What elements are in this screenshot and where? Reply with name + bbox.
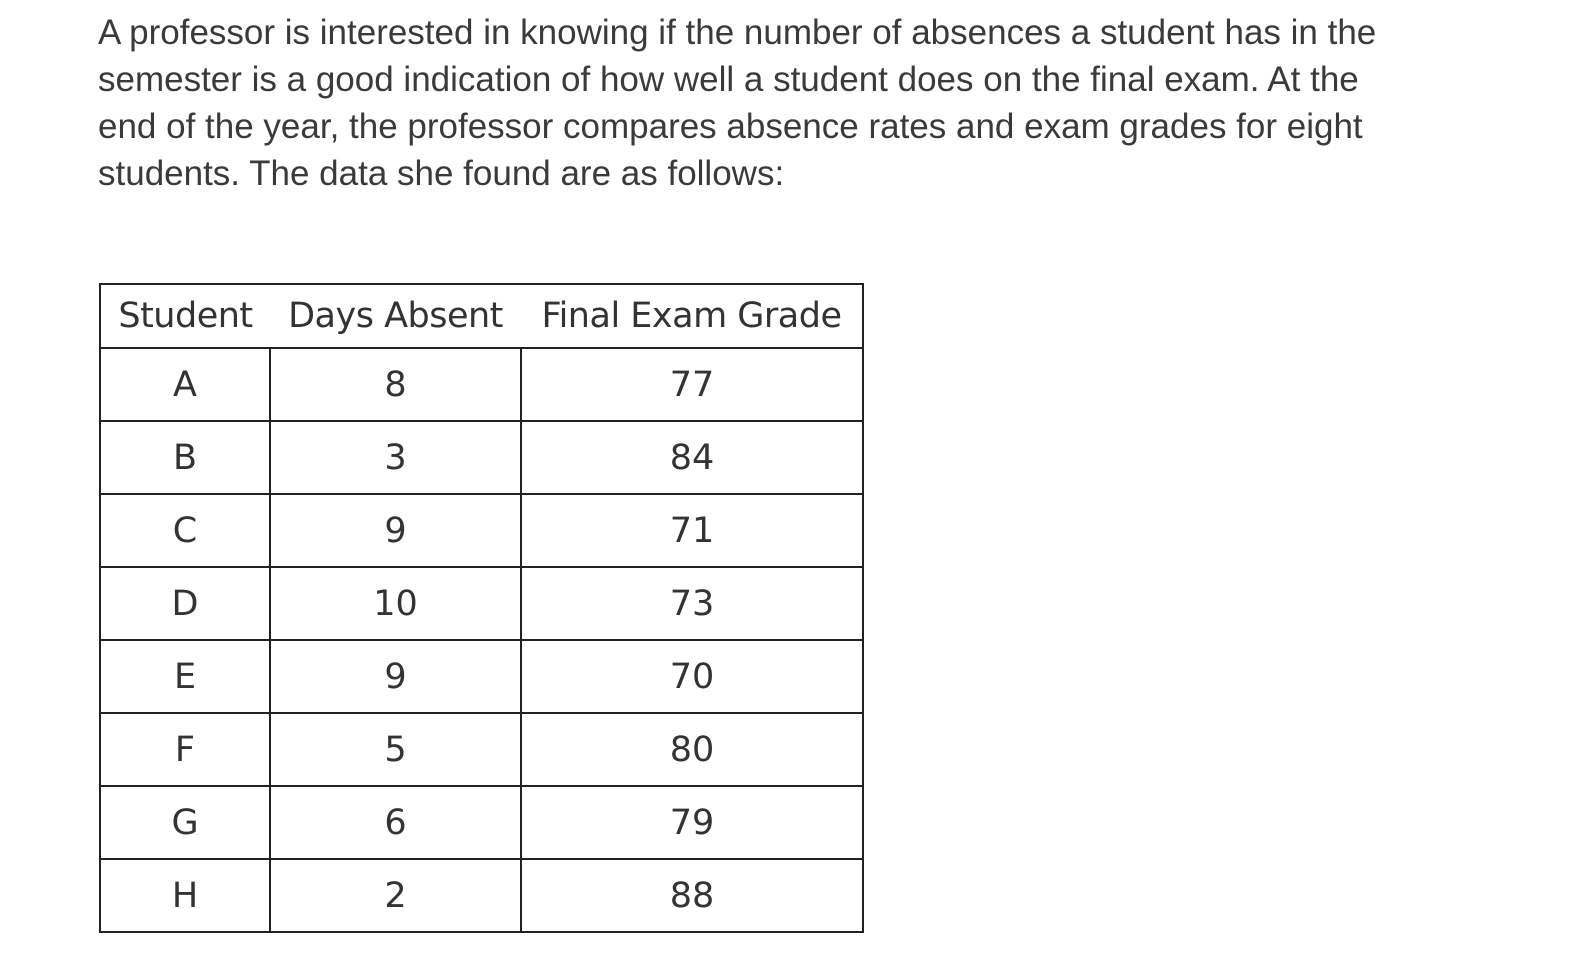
column-header-final-exam-grade: Final Exam Grade: [521, 284, 863, 348]
student-cell: G: [100, 786, 270, 859]
table-row: [100, 786, 863, 859]
student-cell: H: [100, 859, 270, 932]
final-exam-grade-cell: 84: [521, 421, 863, 494]
problem-line: semester is a good indication of how well a student does on the final exam. At the: [98, 60, 1359, 99]
student-cell: C: [100, 494, 270, 567]
days-absent-cell: 5: [270, 713, 521, 786]
table-header-row: [100, 284, 863, 348]
table-row: [100, 859, 863, 932]
days-absent-cell: 10: [270, 567, 521, 640]
table-row: [100, 713, 863, 786]
problem-line: end of the year, the professor compares absence rates and exam grades for eight: [98, 107, 1363, 146]
column-header-days-absent: Days Absent: [270, 284, 521, 348]
final-exam-grade-cell: 77: [521, 348, 863, 421]
student-cell: E: [100, 640, 270, 713]
final-exam-grade-cell: 73: [521, 567, 863, 640]
final-exam-grade-cell: 88: [521, 859, 863, 932]
student-cell: D: [100, 567, 270, 640]
problem-statement: [98, 9, 1538, 197]
days-absent-cell: 3: [270, 421, 521, 494]
problem-line: A professor is interested in knowing if the number of absences a student has in the: [98, 13, 1377, 52]
final-exam-grade-cell: 79: [521, 786, 863, 859]
problem-line: students. The data she found are as follows:: [98, 154, 785, 193]
table-row: [100, 567, 863, 640]
column-header-student: Student: [100, 284, 270, 348]
table-row: [100, 494, 863, 567]
final-exam-grade-cell: 70: [521, 640, 863, 713]
student-cell: A: [100, 348, 270, 421]
table-row: [100, 421, 863, 494]
days-absent-cell: 9: [270, 640, 521, 713]
days-absent-cell: 8: [270, 348, 521, 421]
table-row: [100, 348, 863, 421]
table-row: [100, 640, 863, 713]
final-exam-grade-cell: 80: [521, 713, 863, 786]
final-exam-grade-cell: 71: [521, 494, 863, 567]
absence-grade-table: [99, 283, 864, 933]
days-absent-cell: 6: [270, 786, 521, 859]
days-absent-cell: 2: [270, 859, 521, 932]
student-cell: F: [100, 713, 270, 786]
days-absent-cell: 9: [270, 494, 521, 567]
student-cell: B: [100, 421, 270, 494]
